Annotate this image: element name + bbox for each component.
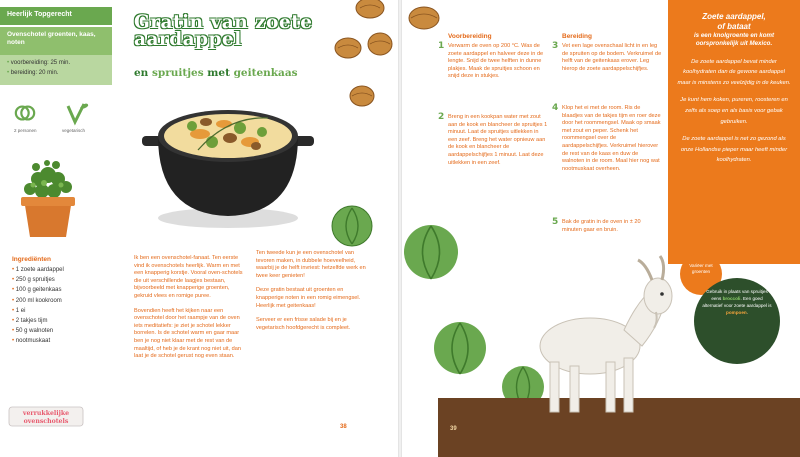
recipe-icons (14, 100, 114, 148)
step-number: 3 (552, 41, 559, 51)
intro-paragraph: Deze gratin bestaat uit groenten en knapperige noten in een romig eimengsel. Heerlijk met geitenkaas! (256, 287, 361, 309)
step-number: 2 (438, 112, 445, 122)
diet-label: vegetarisch (62, 128, 86, 133)
vegetarian-icon (64, 100, 90, 126)
tip-broccoli: broccoli (722, 296, 741, 301)
info-paragraph: De zoete aardappel is net zo gezond als onze Hollandse pieper maar heeft minder koolhydraten. (680, 136, 788, 164)
info-lead-text: is een knolgroente en komt oorspronkelijk uit Mexico. (693, 32, 775, 48)
ingredient-item: • 50 g walnoten (12, 326, 112, 336)
ingredient-item: • 250 g spruitjes (12, 275, 112, 285)
category-tab: Heerlijk Topgerecht (0, 7, 112, 25)
thyme-pot-illustration (16, 155, 80, 239)
recipe-subheading (134, 67, 298, 79)
step-number: 4 (552, 103, 559, 113)
gratin-dish-photo (138, 96, 318, 236)
info-lead-title: Zoete aardappel, (702, 12, 766, 21)
step-3 (552, 41, 662, 73)
step-number: 1 (438, 41, 445, 51)
intro-paragraph: Bovendien heeft het kijken naar een ovenschotel door het raampje van de oven iets meditatiefs: je ziet je schotel lekker borrelen. Is de schotel warm en gaar maar ben je nog niet klaar met de rest van de maaltijd, of heb je de krant nog niet uit, dan laat je de schotel gerust nog even staan. (134, 307, 241, 360)
subheading-sprouts: spruitjes (151, 67, 204, 79)
info-paragraph: Je kunt hem koken, pureren, roosteren en zelfs als soep en als basis voor gebak gebruiken. (680, 97, 788, 125)
ingredient-item: • 100 g geitenkaas (12, 285, 112, 295)
page-left (0, 0, 398, 457)
step-text: Bak de gratin in de oven in ± 20 minuten gaar en bruin. (562, 219, 641, 233)
page-right (402, 0, 800, 457)
sidebar-box (0, 27, 112, 85)
brussels-sprout-illustration (330, 204, 374, 248)
step-text: Klop het ei met de room. Ris de blaadjes van de takjes tijm en roer deze door het roommengsel. Maak op smaak met zout en peper. Schenk het roommengsel over de aardappelschijfjes. Verkruimel hierover de rest van de kaas en duw de walnoten in de room. Maal hier nog wat nootmuskaat overheen. (562, 105, 661, 172)
intro-column-a (134, 255, 244, 368)
subheading-prefix: en (134, 67, 152, 79)
info-panel (668, 0, 800, 264)
step-text: Verwarm de oven op 200 °C. Was de zoete aardappel en halveer deze in de lengte. Snijd de twee helften in dunne plakjes. Maak de spruitjes schoon en snijd deze in stukjes. (448, 43, 544, 80)
ingredient-item: • 200 ml kookroom (12, 296, 112, 306)
ingredient-item: • nootmuskaat (12, 336, 112, 346)
ingredients-list (12, 265, 112, 347)
info-lead (676, 12, 792, 49)
tip-text-b: . Een goed alternatief voor zoete aardappel is (702, 296, 772, 308)
recipe-title: Gratin van zoete aardappel (134, 12, 313, 50)
ingredients-title: Ingrediënten (12, 256, 52, 263)
step-number: 5 (552, 217, 559, 227)
ingredient-item: • 2 takjes tijm (12, 316, 112, 326)
subheading-cheese: geitenkaas (233, 67, 298, 79)
step-1 (438, 41, 548, 81)
brussels-sprout-illustration (432, 320, 488, 376)
intro-column-b (256, 250, 366, 339)
tip-text-a: Gebruik in plaats van spruitjes eens (706, 289, 768, 301)
intro-paragraph: Ik ben een ovenschotel-fanaat. Ten eerste vind ik ovenschotels heerlijk. Warm en met een knapperig korstje. Vooral oven-schotels die uit verschillende laagjes bestaan, bijvoorbeeld met knapperige groenten, gekruid vlees en romige puree. (134, 255, 243, 299)
stamp-text-2: ovenschotels (23, 418, 69, 425)
info-paragraph: De zoete aardappel bevat minder koolhydraten dan de gewone aardappel maar is minstens zo veelzijdig in de keuken. (677, 58, 791, 86)
step-text: Breng in een kookpan water met zout aan de kook en blancheer de spruitjes 1 minuut. Laat de spruitjes uitlekken in een zeef. Breng het water opnieuw aan de kook en blancheer de aardappelschijfjes 1 minuut. Laat deze uitlekken in een zeef. (448, 114, 548, 166)
tip-badge: Variëer met groenten (680, 253, 722, 295)
recipe-subtitle: Ovenschotel groenten, kaas, noten (0, 27, 112, 55)
ingredient-item: • 1 zoete aardappel (12, 265, 112, 275)
stamp-text-1: verrukkelijke (22, 410, 70, 417)
goat-illustration (520, 250, 690, 420)
intro-paragraph: Serveer er een frisse salade bij en je vegetarisch hoofdgerecht is compleet. (256, 317, 351, 331)
step-4 (552, 103, 662, 173)
step-5 (552, 217, 662, 234)
servings-icon (14, 102, 36, 124)
subheading-mid: met (203, 67, 234, 79)
cook-time: • bereiding: 20 min. (7, 68, 105, 78)
walnuts-illustration (318, 0, 398, 120)
cook-title: Bereiding (562, 33, 592, 40)
step-2 (438, 112, 548, 167)
time-list (0, 55, 112, 81)
tip-pumpkin: pompoen (726, 310, 747, 315)
ingredient-item: • 1 ei (12, 306, 112, 316)
brussels-sprout-illustration (402, 223, 460, 281)
info-lead-title-2: of bataat (717, 22, 751, 31)
ingredients-block (12, 256, 112, 347)
servings-label: 2 personen (14, 128, 37, 133)
prep-title: Voorbereiding (448, 33, 492, 40)
intro-paragraph: Ten tweede kun je een ovenschotel van tevoren maken, in dubbele hoeveelheid, waarbij je de helft invriest: hetzelfde werk en twee keer genieten! (256, 250, 366, 279)
book-logo-stamp (8, 404, 84, 428)
tip-text-end: . (746, 310, 748, 315)
prep-time: • voorbereiding: 25 min. (7, 58, 105, 68)
tip-circle (694, 278, 780, 364)
page-number-right: 39 (450, 426, 457, 432)
step-text: Vet een lage ovenschaal licht in en leg de spruiten op de bodem. Verkruimel de helft van de geitenkaas erover. Leg hierop de zoete aardappelschijfjes. (562, 43, 662, 72)
page-number-left: 38 (340, 424, 347, 430)
